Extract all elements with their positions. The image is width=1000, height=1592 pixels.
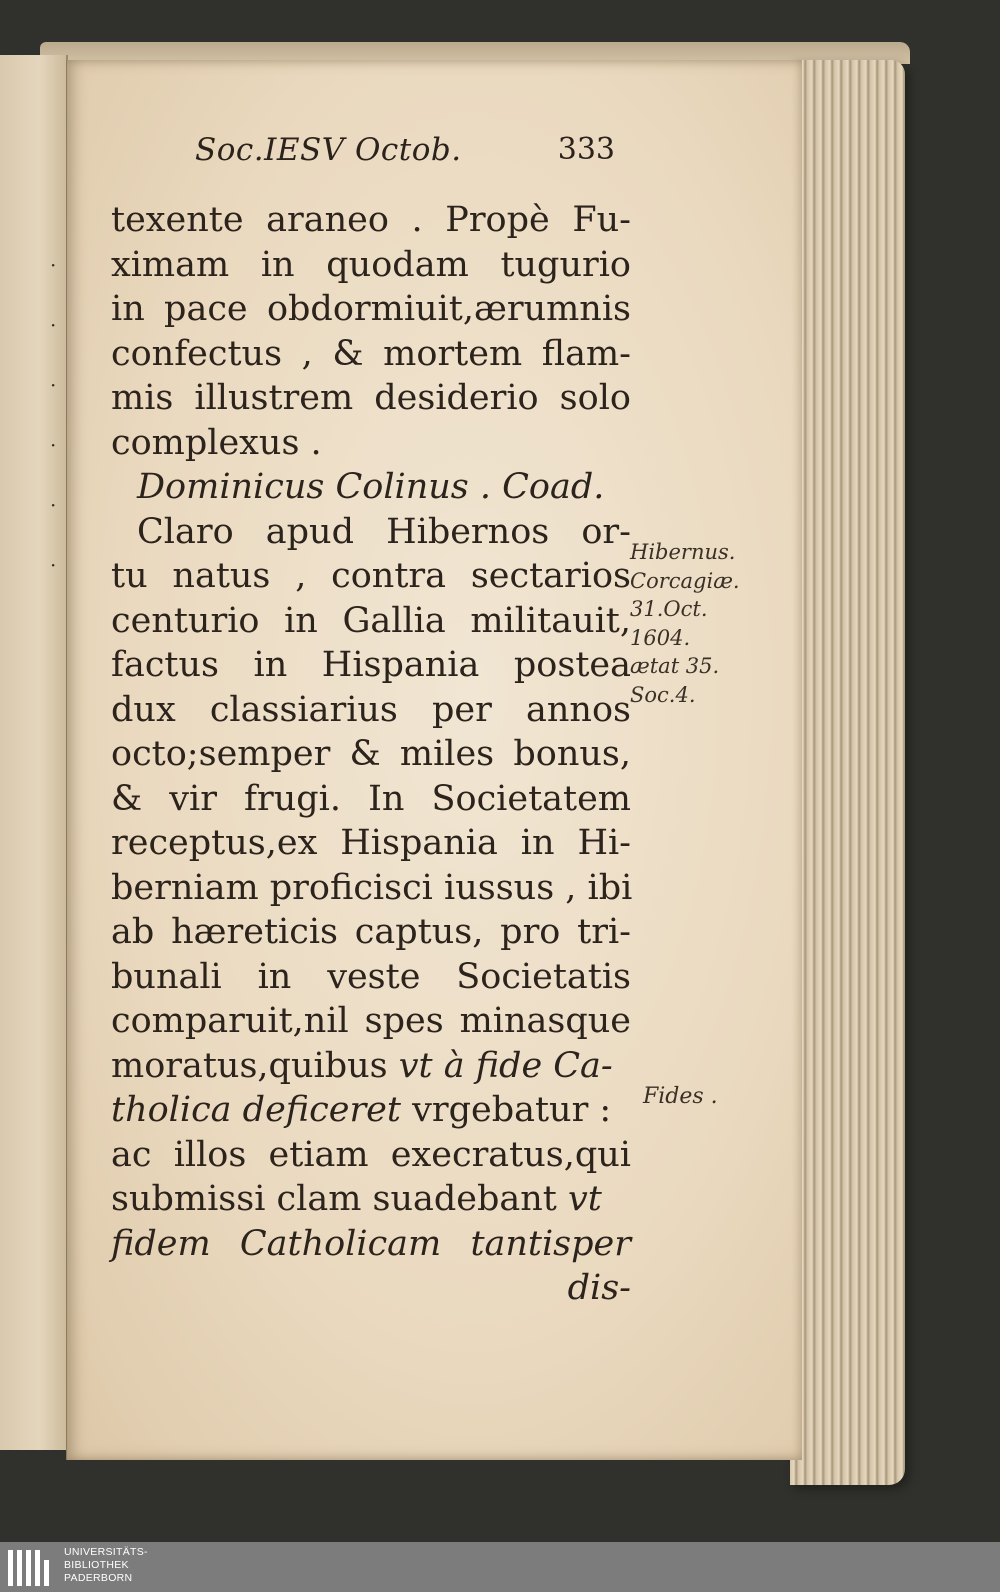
catchword: dis- [567,1268,631,1308]
text-fragment: moratus,quibus [111,1045,399,1086]
text-line [111,1044,631,1089]
text-line [111,1088,631,1133]
text-line: in pace obdormiuit,ærumnis [111,289,631,329]
book-page [66,60,802,1460]
running-title: Soc.IESV Octob. [195,132,462,168]
text-line: octo;semper & miles bonus, [111,734,631,774]
left-page-margin-marks: · · · · · · [50,253,57,577]
text-line: berniam proficisci iussus , ibi [111,867,633,908]
text-line: ab hæreticis captus, pro tri- [111,912,631,952]
text-line: tu natus , contra sectarios [111,556,631,596]
page-header [195,132,615,182]
text-line: centurio in Gallia militauit, [111,600,631,641]
text-line: fidem Catholicam tantisper [111,1223,631,1264]
text-line: texente araneo . Propè Fu- [111,200,631,240]
margin-note: ætat 35. [630,654,720,678]
italic-fragment: vt [568,1179,602,1219]
margin-note: Soc.4. [630,682,696,707]
margin-note: 31.Oct. [630,597,708,621]
margin-note: Hibernus. [630,540,736,564]
library-footer [0,1542,1000,1592]
margin-note: Corcagiæ. [630,568,740,593]
text-line: ximam in quodam tugurio [111,244,631,285]
library-name-line: PADERBORN [64,1572,133,1584]
text-line: ac illos etiam execratus,qui [111,1134,631,1175]
text-line: complexus . [111,422,322,463]
body-text [111,198,631,1311]
text-line: comparuit,nil spes minasque [111,1001,631,1041]
library-logo-icon [8,1550,56,1586]
text-line [111,1177,631,1222]
margin-note-fides: Fides . [643,1084,718,1109]
text-line: Claro apud Hibernos or- [137,511,631,552]
text-line: receptus,ex Hispania in Hi- [111,823,631,863]
text-line: confectus , & mortem flam- [111,333,631,374]
entry-heading: Dominicus Colinus . Coad. [137,467,605,507]
text-line: bunali in veste Societatis [111,956,631,997]
text-fragment: submissi clam suadebant [111,1179,568,1219]
margin-note: 1604. [630,625,691,650]
italic-fragment: vt à fide Ca- [398,1045,613,1086]
text-line: dux classiarius per annos [111,689,631,730]
text-fragment: vrgebatur : [400,1090,612,1130]
text-line: mis illustrem desiderio solo [111,378,631,418]
text-line: factus in Hispania postea [111,645,631,685]
left-page-edge [0,55,68,1450]
page-stack-edge [790,60,905,1485]
italic-fragment: tholica deficeret [111,1090,401,1130]
library-name [64,1546,148,1585]
library-name-line: UNIVERSITÄTS- [64,1546,148,1558]
page-number: 333 [557,132,615,167]
text-line: & vir frugi. In Societatem [111,778,631,819]
library-name-line: BIBLIOTHEK [64,1559,129,1571]
margin-notes [630,538,800,709]
